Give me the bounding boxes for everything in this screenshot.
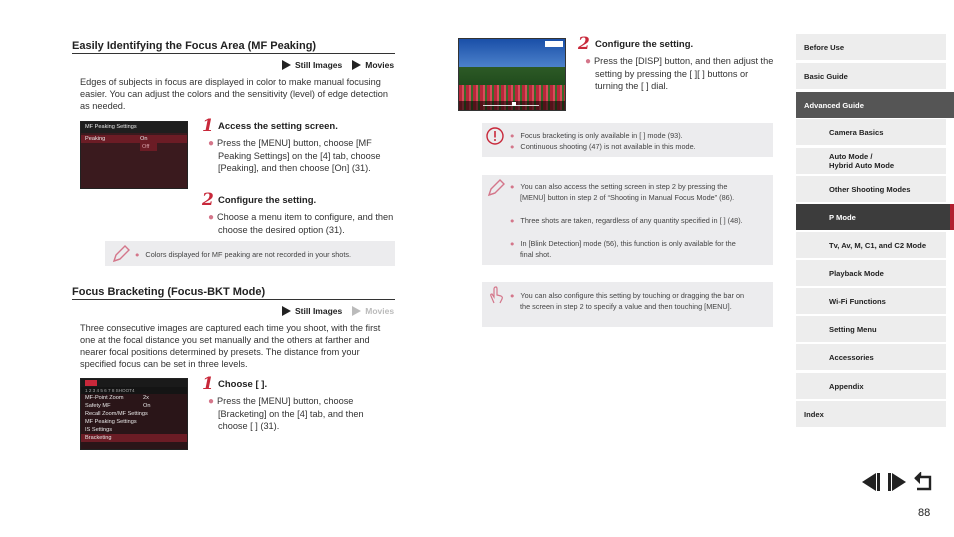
step-number: 1: [202, 116, 214, 136]
page-number: 88: [918, 507, 931, 519]
pencil-icon: [111, 244, 131, 264]
step-text: ● Press the [MENU] button, choose [Bracketing] on the [4] tab, and then choose [ ] (31).: [208, 396, 364, 431]
nav-auto-mode[interactable]: Auto Mode / Hybrid Auto Mode: [796, 148, 946, 174]
step-number: 2: [202, 190, 214, 210]
step-number: 1: [202, 374, 214, 394]
intro-text: Three consecutive images are captured each time you shoot, with the first one at the focal distance you set manually and the others at farther and nearer focal positions determined by presets. The distance from your specified focus can be set in three levels.: [80, 323, 381, 369]
nav-camera-basics[interactable]: Camera Basics: [796, 119, 946, 145]
touch-note: ● You can also configure this setting by touching or dragging the bar on the screen in step 2 to specify a value and then touching [MENU].: [482, 282, 773, 327]
nav-index[interactable]: Index: [796, 401, 946, 427]
nav-advanced-guide[interactable]: Advanced Guide: [796, 92, 954, 118]
nav-playback-mode[interactable]: Playback Mode: [796, 260, 946, 286]
nav-accessories[interactable]: Accessories: [796, 344, 946, 370]
nav-p-mode[interactable]: P Mode: [796, 204, 950, 230]
nav-basic-guide[interactable]: Basic Guide: [796, 63, 946, 89]
touch-finger-icon: [486, 285, 506, 305]
section-title-mf-peaking: Easily Identifying the Focus Area (MF Peaking): [72, 40, 317, 52]
landscape-photo: [458, 38, 566, 111]
nav-appendix[interactable]: Appendix: [796, 373, 946, 399]
disp-badge-icon: [545, 41, 563, 47]
nav-tv-av-m-mode[interactable]: Tv, Av, M, C1, and C2 Mode: [796, 232, 946, 258]
nav-setting-menu[interactable]: Setting Menu: [796, 316, 946, 342]
camera-screen-mf-peaking: MF Peaking Settings Peaking On Off: [80, 121, 188, 189]
camera-tab-icon: [85, 380, 97, 386]
mode-indicator: Still Images Movies: [282, 60, 394, 70]
pencil-icon: [486, 178, 506, 198]
play-triangle-icon: [352, 306, 361, 316]
return-icon[interactable]: [912, 472, 934, 492]
nav-other-shooting-modes[interactable]: Other Shooting Modes: [796, 176, 946, 202]
step-title: Choose [ ].: [218, 379, 268, 390]
previous-page-icon[interactable]: [860, 472, 882, 492]
step-title: Access the setting screen.: [218, 121, 338, 132]
play-triangle-icon: [352, 60, 361, 70]
current-section-marker: [950, 204, 954, 230]
nav-before-use[interactable]: Before Use: [796, 34, 946, 60]
step-title: Configure the setting.: [218, 195, 317, 206]
camera-screen-bracketing: 1 2 3 4 5 6 7 8 SHOOT4 MF-Point Zoom 2x Safety MF On Recall Zoom/MF Settings MF Peaking Settings IS Settings Bracketing: [80, 378, 188, 450]
play-triangle-icon: [282, 60, 291, 70]
step-text: ● Choose a menu item to configure, and then choose the desired option (31).: [208, 212, 394, 235]
step-title: Configure the setting.: [595, 39, 694, 50]
play-triangle-icon: [282, 306, 291, 316]
nav-wifi-functions[interactable]: Wi-Fi Functions: [796, 288, 946, 314]
memo-note: ● You can also access the setting screen in step 2 by pressing the [MENU] button in step 2 of “Shooting in Manual Focus Mode” (86). ● Three shots are taken, regardless of any quantity specified in [ ] (48). ● In [Blink Detection] mode (56), this function is only available for the final shot.: [482, 175, 773, 265]
next-page-icon[interactable]: [886, 472, 908, 492]
intro-text: Edges of subjects in focus are displayed in color to make manual focusing easier. You can adjust the colors and the sensitivity (level) of edge detection as needed.: [80, 77, 388, 111]
memo-note: ● Colors displayed for MF peaking are not recorded in your shots.: [105, 241, 395, 266]
section-title-focus-bracketing: Focus Bracketing (Focus-BKT Mode): [72, 286, 266, 298]
step-text: ● Press the [DISP] button, and then adjust the setting by pressing the [ ][ ] buttons or turning the [ ] dial.: [585, 56, 774, 91]
caution-icon: [486, 127, 504, 145]
mode-indicator: Still Images Movies: [282, 306, 394, 316]
caution-note: ● Focus bracketing is only available in [ ] mode (93). ● Continuous shooting (47) is not available in this mode.: [482, 123, 773, 157]
step-number: 2: [578, 34, 590, 54]
step-text: ● Press the [MENU] button, choose [MF Peaking Settings] on the [4] tab, choose [Peaking], and then choose [On] (31).: [208, 138, 381, 173]
